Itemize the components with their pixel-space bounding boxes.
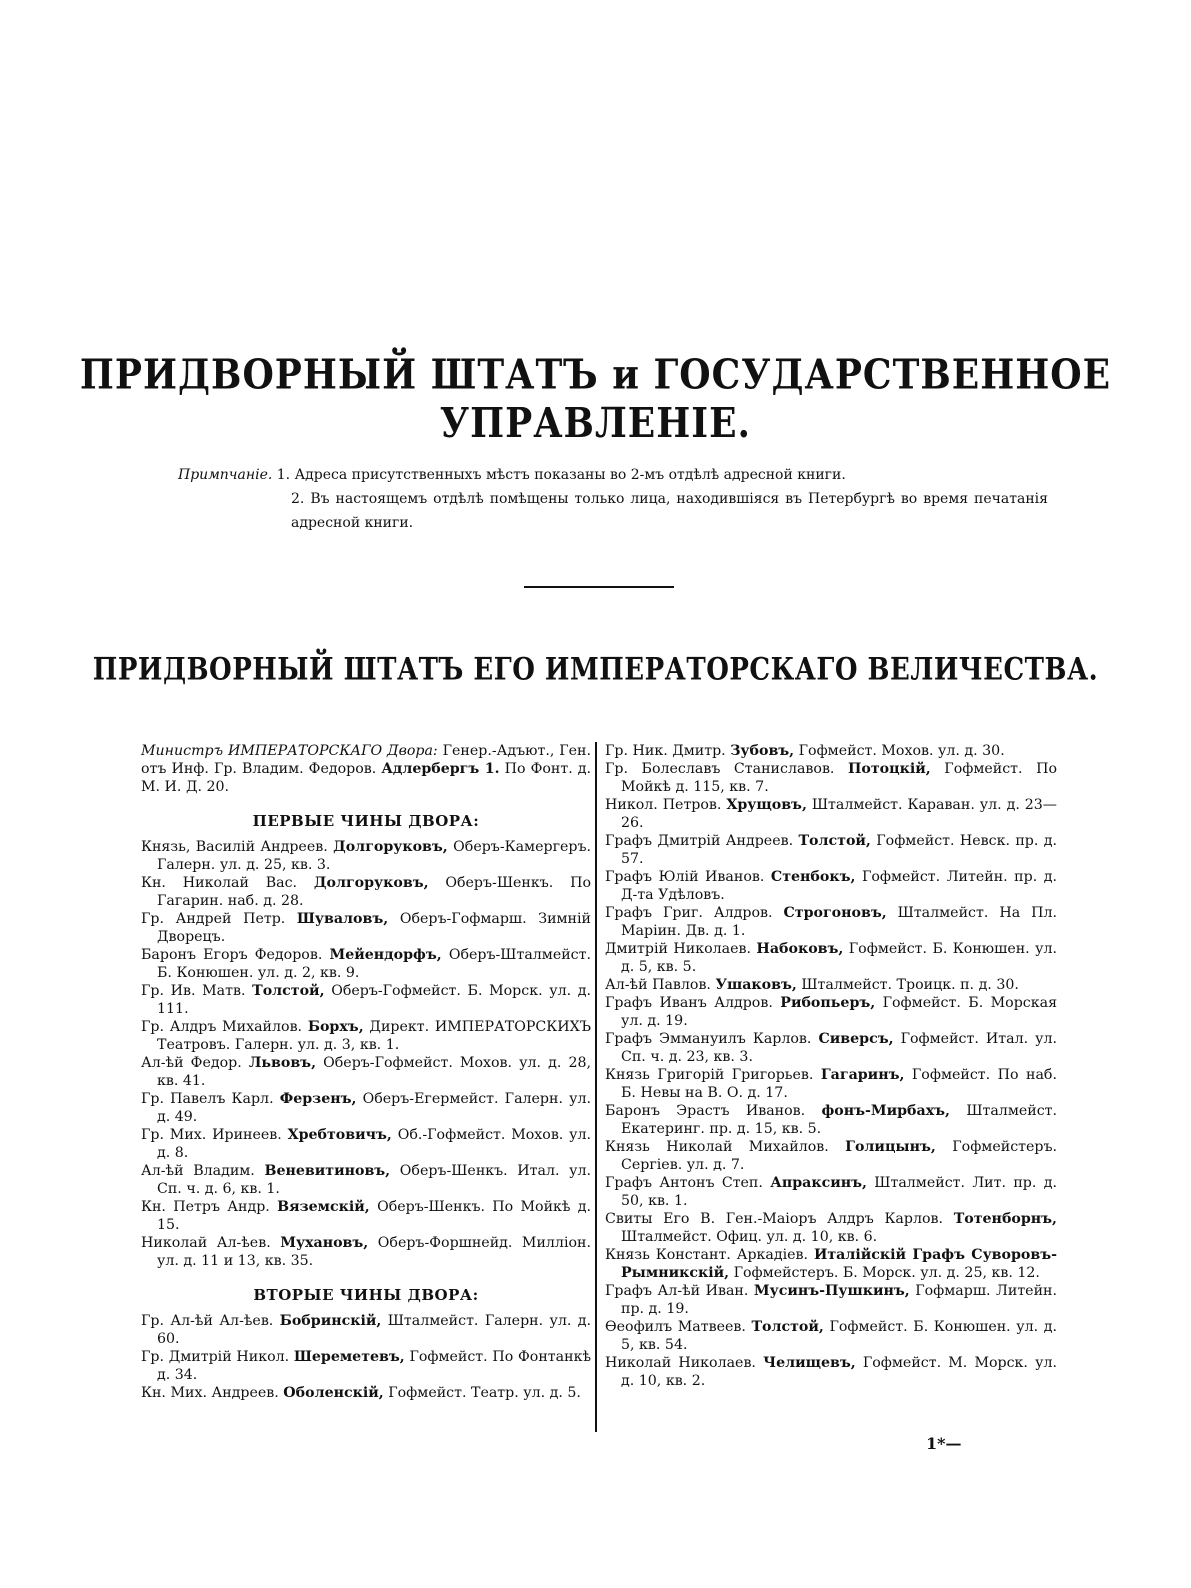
list-item	[141, 1198, 591, 1234]
entry-details: Гофмейст. Невск. пр. д. 57.	[621, 833, 1058, 867]
entry-details: Гофмейст. По наб. Б. Невы на В. О. д. 17.	[621, 1067, 1057, 1101]
note-1	[178, 463, 1048, 487]
note-1-text: 1. Адреса присутственныхъ мѣстъ показаны во 2-мъ отдѣлѣ адресной книги.	[276, 467, 846, 483]
entry-details: Оберъ-Шенкъ. По Гагарин. наб. д. 28.	[157, 875, 591, 909]
second-ranks-list	[141, 1312, 591, 1402]
column-divider	[595, 742, 597, 1432]
entry-surname: Италійскій Графъ Суворовъ-Рымникскій,	[621, 1247, 1057, 1281]
list-item	[605, 1282, 1057, 1318]
entry-surname: Борхъ,	[307, 1019, 364, 1035]
entry-name: Графъ Антонъ Степ.	[605, 1175, 763, 1191]
entry-surname: Рибопьеръ,	[780, 995, 876, 1011]
entry-surname: Апраксинъ,	[770, 1175, 867, 1191]
entry-details: Гофмейстеръ. Сергіев. ул. д. 7.	[621, 1139, 1058, 1173]
section-title: ПРИДВОРНЫЙ ШТАТЪ ЕГО ИМПЕРАТОРСКАГО ВЕЛИЧЕСТВА.	[92, 652, 1099, 688]
list-item	[141, 874, 591, 910]
entry-name: Гр. Алдръ Михайлов.	[141, 1019, 303, 1035]
entry-name: Графъ Григ. Алдров.	[605, 905, 773, 921]
entry-name: Кн. Мих. Андреев.	[141, 1385, 279, 1401]
minister-post: По Фонт. д. М. И. Д. 20.	[141, 761, 592, 795]
page-number: 1*—	[926, 1434, 962, 1453]
entry-details: Гофмейст. По Мойкѣ д. 115, кв. 7.	[621, 761, 1058, 795]
list-item	[141, 1090, 591, 1126]
entry-surname: Хрущовъ,	[726, 797, 807, 813]
entry-surname: Толстой,	[751, 1319, 824, 1335]
entry-details: Шталмейст. Галерн. ул. д. 60.	[157, 1313, 592, 1347]
entry-details: Об.-Гофмейст. Мохов. ул. д. 8.	[157, 1127, 592, 1161]
list-item	[605, 1354, 1057, 1390]
list-item	[605, 976, 1057, 994]
list-item	[605, 994, 1057, 1030]
page-title: ПРИДВОРНЫЙ ШТАТЪ и ГОСУДАРСТВЕННОЕ УПРАВЛЕНІЕ.	[79, 350, 1112, 448]
entry-surname: Строгоновъ,	[783, 905, 887, 921]
entry-details: Оберъ-Шенкъ. Итал. ул. Сп. ч. д. 6, кв. 1.	[157, 1163, 592, 1197]
list-item	[605, 1030, 1057, 1066]
entry-name: Кн. Николай Вас.	[141, 875, 298, 891]
entry-name: Дмитрій Николаев.	[605, 941, 751, 957]
entry-details: Оберъ-Камергеръ. Галерн. ул. д. 25, кв. 3.	[157, 839, 592, 873]
minister-role: Министръ ИМПЕРАТОРСКАГО Двора:	[141, 743, 438, 759]
entry-name: Графъ Юлій Иванов.	[605, 869, 765, 885]
entry-name: Ѳеофилъ Матвеев.	[605, 1319, 746, 1335]
entry-surname: Гагаринъ,	[820, 1067, 905, 1083]
list-item	[605, 1174, 1057, 1210]
entry-name: Николай Николаев.	[605, 1355, 756, 1371]
left-column	[141, 742, 591, 1402]
entry-name: Николай Ал-ѣев.	[141, 1235, 271, 1251]
entry-surname: Шереметевъ,	[293, 1349, 405, 1365]
list-item	[605, 940, 1057, 976]
note-2-text: 2. Въ настоящемъ отдѣлѣ помѣщены только лица, находившіяся въ Петербургѣ во время печатанія адресной книги.	[291, 491, 1048, 531]
entry-surname: Вяземскій,	[277, 1199, 370, 1215]
list-item	[605, 1210, 1057, 1246]
entry-surname: Потоцкій,	[848, 761, 931, 777]
entry-surname: Набоковъ,	[756, 941, 844, 957]
list-item	[605, 1102, 1057, 1138]
right-column	[605, 742, 1057, 1390]
list-item	[605, 868, 1057, 904]
list-item	[141, 1018, 591, 1054]
entry-surname: Толстой,	[798, 833, 871, 849]
entry-name: Баронъ Эрастъ Иванов.	[605, 1103, 806, 1119]
first-ranks-heading: ПЕРВЫЕ ЧИНЫ ДВОРА:	[252, 812, 480, 830]
list-item	[605, 760, 1057, 796]
entry-name: Графъ Иванъ Алдров.	[605, 995, 773, 1011]
entry-details: Оберъ-Гофмейст. Б. Морск. ул. д. 111.	[157, 983, 591, 1017]
entry-details: Гофмейст. По Фонтанкѣ д. 34.	[157, 1349, 591, 1383]
entry-details: Оберъ-Гофмарш. Зимній Дворецъ.	[157, 911, 592, 945]
entry-surname: Толстой,	[252, 983, 325, 999]
entry-details: Гофмейст. Итал. ул. Сп. ч. д. 23, кв. 3.	[621, 1031, 1058, 1065]
entry-surname: Сиверсъ,	[818, 1031, 894, 1047]
entry-details: Оберъ-Егермейст. Галерн. ул. д. 49.	[157, 1091, 591, 1125]
list-item	[141, 1312, 591, 1348]
entry-surname: Долгоруковъ,	[333, 839, 448, 855]
entry-surname: Зубовъ,	[730, 743, 795, 759]
entry-surname: Веневитиновъ,	[264, 1163, 391, 1179]
list-item	[141, 1234, 591, 1270]
note-label: Примпчаніе.	[178, 467, 273, 483]
entry-surname: Мейендорфъ,	[329, 947, 442, 963]
entry-surname: Голицынъ,	[845, 1139, 936, 1155]
entry-details: Оберъ-Форшнейд. Милліон. ул. д. 11 и 13, кв. 35.	[157, 1235, 591, 1269]
list-item	[141, 1348, 591, 1384]
entry-details: Гофмейст. Мохов. ул. д. 30.	[798, 743, 1005, 759]
entry-details: Оберъ-Шенкъ. По Мойкѣ д. 15.	[157, 1199, 591, 1233]
list-item	[605, 1138, 1057, 1174]
list-item	[141, 1162, 591, 1198]
entry-name: Свиты Его В. Ген.-Маіоръ Алдръ Карлов.	[605, 1211, 944, 1227]
list-item	[605, 1318, 1057, 1354]
list-item	[605, 1066, 1057, 1102]
notes	[178, 463, 1048, 535]
entry-name: Гр. Ник. Дмитр.	[605, 743, 726, 759]
second-ranks-heading: ВТОРЫЕ ЧИНЫ ДВОРА:	[253, 1286, 479, 1304]
list-item	[605, 1246, 1057, 1282]
entry-details: Гофмейстеръ. Б. Морск. ул. д. 25, кв. 12.	[733, 1265, 1040, 1281]
list-item	[605, 904, 1057, 940]
list-item	[605, 832, 1057, 868]
entry-surname: Стенбокъ,	[770, 869, 856, 885]
entry-surname: Мусинъ-Пушкинъ,	[753, 1283, 910, 1299]
entry-surname: фонъ-Мирбахъ,	[821, 1103, 950, 1119]
list-item	[605, 742, 1057, 760]
entry-name: Гр. Ал-ѣй Ал-ѣев.	[141, 1313, 274, 1329]
entry-name: Князь, Василій Андреев.	[141, 839, 328, 855]
entry-details: Директ. ИМПЕРАТОРСКИХЪ Театровъ. Галерн. ул. д. 3, кв. 1.	[157, 1019, 592, 1053]
entry-surname: Тотенборнъ,	[953, 1211, 1057, 1227]
entry-details: Гофмейст. Б. Конюшен. ул. д. 5, кв. 54.	[621, 1319, 1057, 1353]
list-item	[141, 1126, 591, 1162]
entry-details: Гофмейст. Театр. ул. д. 5.	[388, 1385, 581, 1401]
entry-surname: Хребтовичъ,	[287, 1127, 392, 1143]
entry-details: Шталмейст. На Пл. Маріин. Дв. д. 1.	[621, 905, 1058, 939]
entry-surname: Долгоруковъ,	[313, 875, 429, 891]
entry-details: Гофмейст. Литейн. пр. д. Д-та Удѣловъ.	[621, 869, 1057, 903]
entry-name: Гр. Болеславъ Станиславов.	[605, 761, 835, 777]
first-ranks-list	[141, 838, 591, 1270]
list-item	[141, 1054, 591, 1090]
entry-details: Оберъ-Гофмейст. Мохов. ул. д. 28, кв. 41.	[157, 1055, 592, 1089]
entry-surname: Ферзенъ,	[279, 1091, 357, 1107]
entry-surname: Оболенскій,	[283, 1385, 384, 1401]
entry-surname: Челищевъ,	[763, 1355, 856, 1371]
entry-surname: Шуваловъ,	[296, 911, 389, 927]
entry-name: Князь Констант. Аркадіев.	[605, 1247, 809, 1263]
entry-details: Оберъ-Шталмейст. Б. Конюшен. ул. д. 2, кв. 9.	[157, 947, 591, 981]
list-item	[141, 1384, 591, 1402]
entry-details: Шталмейст. Троицк. п. д. 30.	[801, 977, 1019, 993]
entry-surname: Мухановъ,	[280, 1235, 369, 1251]
entry-name: Гр. Павелъ Карл.	[141, 1091, 274, 1107]
entry-name: Ал-ѣй Павлов.	[605, 977, 711, 993]
entry-name: Князь Николай Михайлов.	[605, 1139, 829, 1155]
entry-surname: Бобринскій,	[279, 1313, 382, 1329]
entry-name: Князь Григорій Григорьев.	[605, 1067, 814, 1083]
entry-surname: Ушаковъ,	[715, 977, 797, 993]
entry-details: Гофмейст. М. Морск. ул. д. 10, кв. 2.	[621, 1355, 1057, 1389]
entry-details: Шталмейст. Караван. ул. д. 23—26.	[621, 797, 1057, 831]
entry-details: Шталмейст. Екатеринг. пр. д. 15, кв. 5.	[621, 1103, 1058, 1137]
minister-pre: Генер.-Адъют., Ген. отъ Инф. Гр. Владим. Федоров.	[141, 743, 591, 777]
list-item	[141, 910, 591, 946]
list-item	[141, 946, 591, 982]
entry-name: Ал-ѣй Федор.	[141, 1055, 242, 1071]
entry-details: Гофмарш. Литейн. пр. д. 19.	[621, 1283, 1057, 1317]
minister-entry	[141, 742, 591, 796]
entry-details: Гофмейст. Б. Морская ул. д. 19.	[621, 995, 1058, 1029]
entry-name: Графъ Дмитрій Андреев.	[605, 833, 794, 849]
entry-name: Ал-ѣй Владим.	[141, 1163, 255, 1179]
entry-name: Баронъ Егоръ Федоров.	[141, 947, 323, 963]
entry-name: Графъ Ал-ѣй Иван.	[605, 1283, 749, 1299]
section-rule	[524, 586, 674, 588]
minister-surname: Адлербергъ 1.	[381, 761, 500, 777]
entry-details: Шталмейст. Офиц. ул. д. 10, кв. 6.	[621, 1229, 878, 1245]
entry-name: Гр. Андрей Петр.	[141, 911, 286, 927]
list-item	[605, 796, 1057, 832]
right-entries-list	[605, 742, 1057, 1390]
entry-name: Гр. Дмитрій Никол.	[141, 1349, 290, 1365]
list-item	[141, 838, 591, 874]
entry-name: Никол. Петров.	[605, 797, 722, 813]
entry-surname: Львовъ,	[248, 1055, 317, 1071]
list-item	[141, 982, 591, 1018]
entry-details: Гофмейст. Б. Конюшен. ул. д. 5, кв. 5.	[621, 941, 1057, 975]
entry-name: Гр. Ив. Матв.	[141, 983, 246, 999]
entry-name: Графъ Эммануилъ Карлов.	[605, 1031, 812, 1047]
entry-name: Гр. Мих. Иринеев.	[141, 1127, 282, 1143]
entry-details: Шталмейст. Лит. пр. д. 50, кв. 1.	[621, 1175, 1057, 1209]
entry-name: Кн. Петръ Андр.	[141, 1199, 270, 1215]
